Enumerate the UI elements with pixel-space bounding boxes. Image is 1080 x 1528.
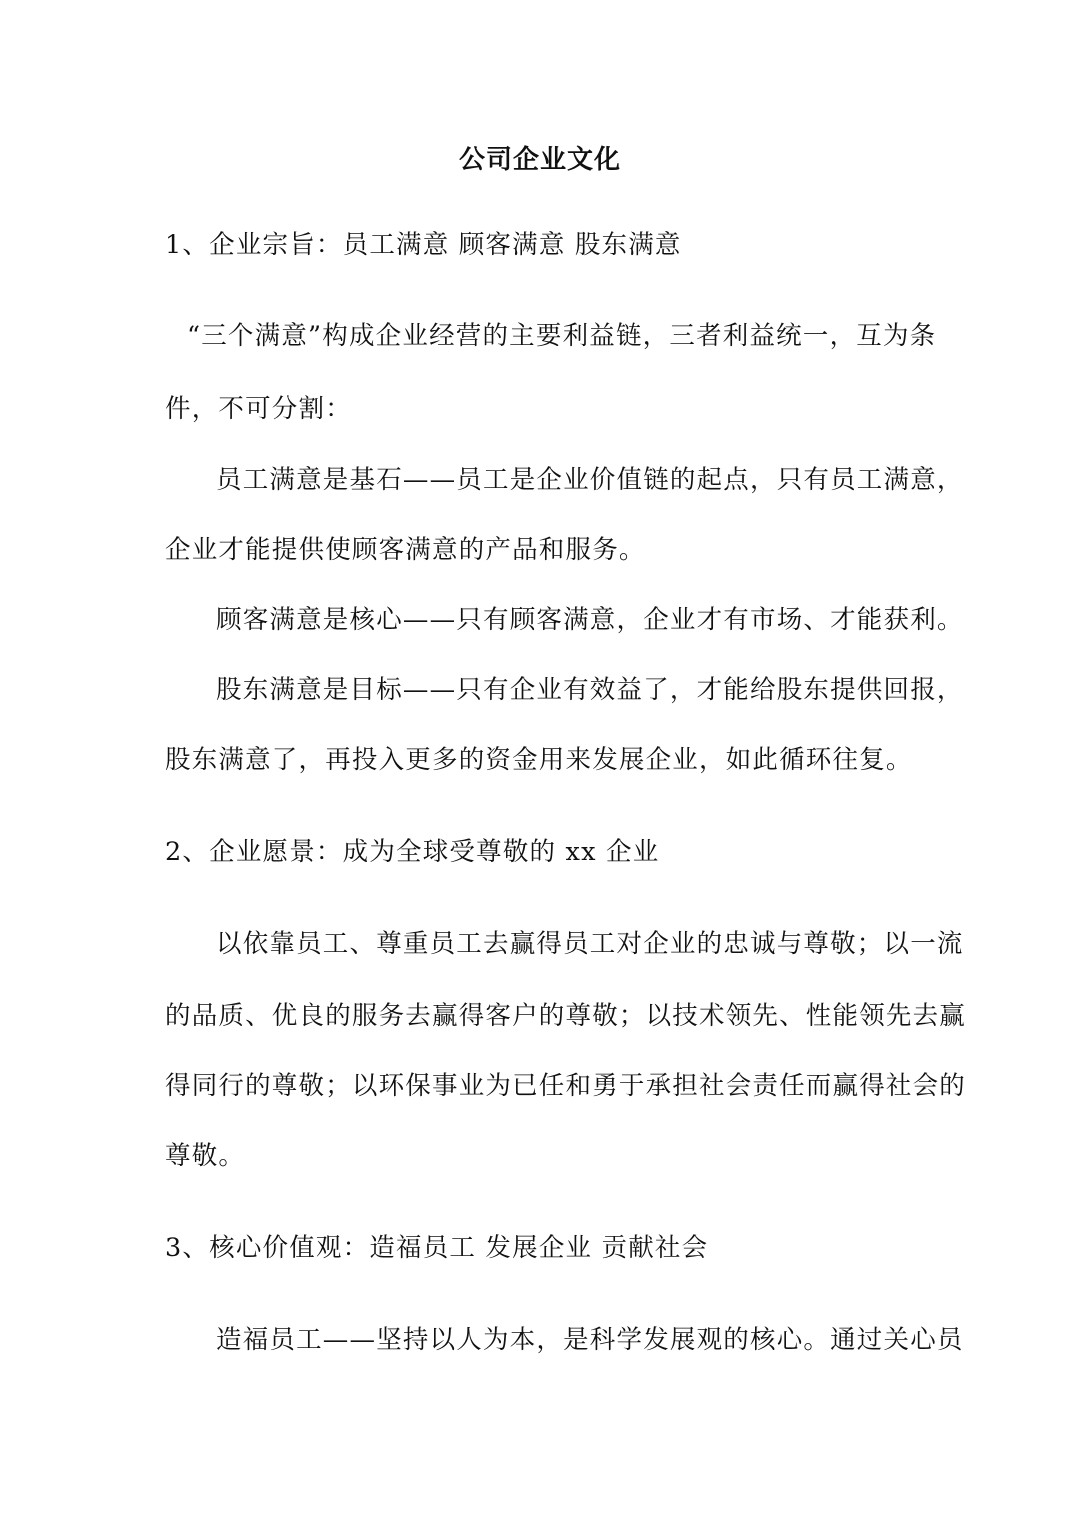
section-2-paragraph-1: [165, 924, 964, 964]
section-2-heading: 2、企业愿景：成为全球受尊敬的 xx 企业: [165, 837, 660, 867]
section-2-paragraph-1-cont-1: [165, 996, 967, 1036]
section-2-paragraph-1-line-3: 得同行的尊敬；以环保事业为已任和勇于承担社会责任而赢得社会的: [165, 1071, 967, 1101]
section-2-paragraph-1-line-2: 的品质、优良的服务去赢得客户的尊敬；以技术领先、性能领先去赢: [165, 1001, 967, 1031]
section-1-paragraph-2: [165, 600, 964, 640]
section-1-intro-line-1: “三个满意”构成企业经营的主要利益链，三者利益统一，互为条: [187, 321, 937, 351]
section-1-heading-block: [165, 225, 925, 265]
section-2-paragraph-1-cont-2: [165, 1066, 967, 1106]
section-1-intro: [165, 316, 937, 356]
section-3-paragraph-1: [165, 1320, 964, 1360]
section-1-paragraph-1-cont: [165, 530, 925, 570]
section-2-paragraph-1-cont-3: [165, 1136, 925, 1176]
section-2-paragraph-1-line-1: 以依靠员工、尊重员工去赢得员工对企业的忠诚与尊敬；以一流: [216, 929, 964, 959]
section-1-paragraph-1-line-1: 员工满意是基石——员工是企业价值链的起点，只有员工满意，: [216, 465, 964, 495]
section-3-heading: 3、核心价值观：造福员工 发展企业 贡献社会: [165, 1233, 709, 1263]
section-1-paragraph-3-line-2: 股东满意了，再投入更多的资金用来发展企业，如此循环往复。: [165, 745, 913, 775]
section-2-paragraph-1-line-4: 尊敬。: [165, 1141, 246, 1171]
section-1-intro-line-2: 件，不可分割：: [165, 394, 352, 424]
section-1-paragraph-3-line-1: 股东满意是目标——只有企业有效益了，才能给股东提供回报，: [216, 675, 964, 705]
section-1-paragraph-3: [165, 670, 964, 710]
section-3-paragraph-1-line-1: 造福员工——坚持以人为本，是科学发展观的核心。通过关心员: [216, 1325, 964, 1355]
section-3-heading-block: [165, 1228, 925, 1268]
section-1-paragraph-1-line-2: 企业才能提供使顾客满意的产品和服务。: [165, 535, 646, 565]
section-1-intro-cont: [165, 389, 925, 429]
section-2-heading-block: [165, 832, 925, 872]
section-1-paragraph-1: [165, 460, 964, 500]
section-1-paragraph-3-cont: [165, 740, 925, 780]
section-1-paragraph-2-line-1: 顾客满意是核心——只有顾客满意，企业才有市场、才能获利。: [216, 605, 964, 635]
section-1-heading: 1、企业宗旨：员工满意 顾客满意 股东满意: [165, 230, 682, 260]
page-title: 公司企业文化: [458, 145, 621, 175]
